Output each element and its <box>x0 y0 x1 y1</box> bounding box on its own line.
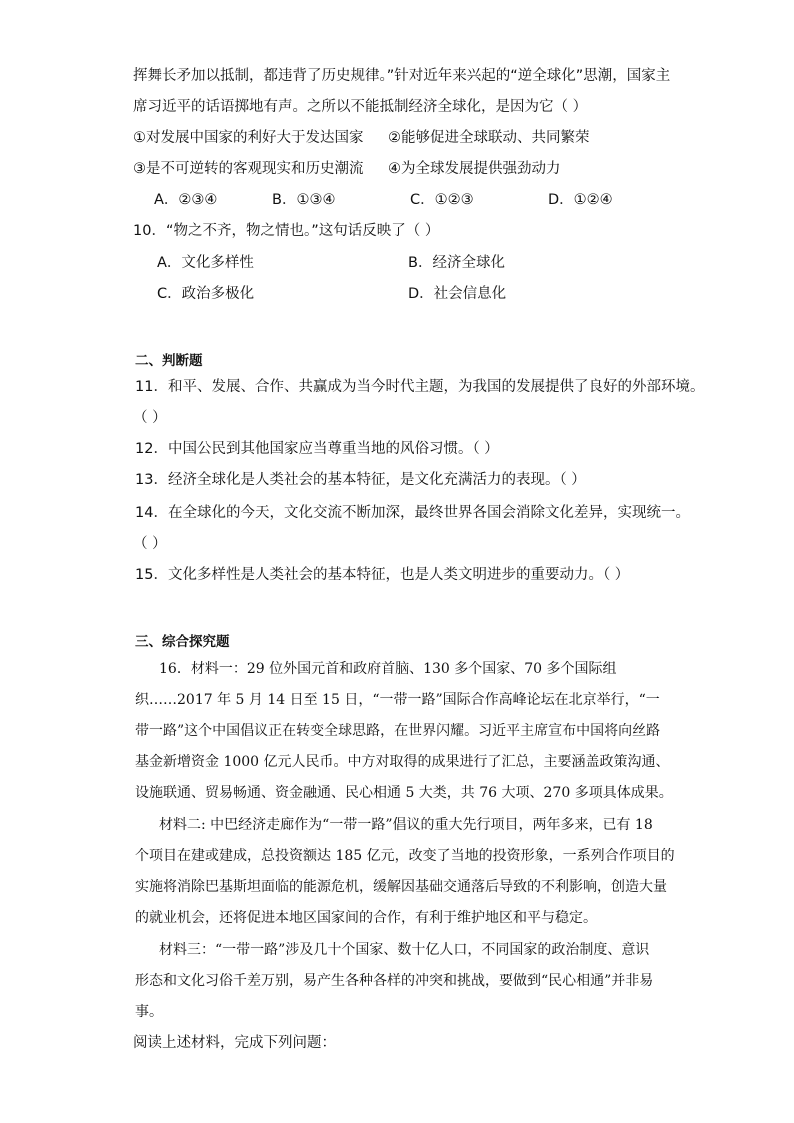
q9-statement-3: ③是不可逆转的客观现实和历史潮流 <box>133 161 364 177</box>
q9-option-b: B．①③④ <box>272 192 336 208</box>
q9-stem-line1: 挥舞长矛加以抵制，都违背了历史规律。”针对近年来兴起的“逆全球化”思潮，国家主 <box>133 68 671 84</box>
material-2-line: 材料二: 中巴经济走廊作为“一带一路”倡议的重大先行项目，两年多来，已有 18 <box>159 817 653 833</box>
q10-option-b: B．经济全球化 <box>408 255 505 271</box>
reading-instruction: 阅读上述材料，完成下列问题： <box>133 1035 336 1051</box>
q10-stem: 10．“物之不齐，物之情也。”这句话反映了（ ） <box>133 223 440 239</box>
q10-option-a: A．文化多样性 <box>157 255 254 271</box>
q11-line1: 11．和平、发展、合作、共赢成为当今时代主题，为我国的发展提供了良好的外部环境。 <box>135 379 705 395</box>
q10-option-d: D．社会信息化 <box>408 286 507 302</box>
material-2-line: 实施将消除巴基斯坦面临的能源危机，缓解因基础交通落后导致的不利影响，创造大量 <box>135 879 667 895</box>
material-1-line: 织……2017 年 5 月 14 日至 15 日，“一带一路”国际合作高峰论坛在北京举行，“一 <box>135 692 660 708</box>
material-3-line: 事。 <box>135 1004 163 1020</box>
material-1-line: 16．材料一：29 位外国元首和政府首脑、130 多个国家、70 多个国际组 <box>159 661 617 677</box>
q9-option-c: C．①②③ <box>410 192 474 208</box>
q9-stem-line2: 席习近平的话语掷地有声。之所以不能抵制经济全球化，是因为它（ ） <box>133 99 588 115</box>
material-2-line: 的就业机会，还将促进本地区国家间的合作，有利于维护地区和平与稳定。 <box>135 910 597 926</box>
q14-line1: 14．在全球化的今天，文化交流不断加深，最终世界各国会消除文化差异，实现统一。 <box>135 505 690 521</box>
q9-option-d: D．①②④ <box>548 192 613 208</box>
material-3-line: 形态和文化习俗千差万别，易产生各种各样的冲突和挑战，要做到“民心相通”并非易 <box>135 973 654 989</box>
q14-answer-bracket: （ ） <box>133 536 167 552</box>
q10-option-c: C．政治多极化 <box>157 286 255 302</box>
section-2-title: 二、判断题 <box>135 353 203 369</box>
q9-option-a: A．②③④ <box>154 192 218 208</box>
q11-answer-bracket: （ ） <box>133 410 167 426</box>
material-1-line: 设施联通、贸易畅通、资金融通、民心相通 5 大类，共 76 大项、270 多项具体成果。 <box>135 785 673 801</box>
material-2-line: 个项目在建或建成，总投资额达 185 亿元，改变了当地的投资形象，一系列合作项目的 <box>135 848 675 864</box>
material-1-line: 带一路”这个中国倡议正在转变全球思路，在世界闪耀。习近平主席宣布中国将向丝路 <box>135 723 661 739</box>
section-3-title: 三、综合探究题 <box>135 634 230 650</box>
q9-statement-1: ①对发展中国家的利好大于发达国家 <box>133 130 364 146</box>
material-3-line: 材料三：“一带一路”涉及几十个国家、数十亿人口，不同国家的政治制度、意识 <box>159 942 650 958</box>
q12: 12．中国公民到其他国家应当尊重当地的风俗习惯。（ ） <box>135 441 499 457</box>
q9-statement-2: ②能够促进全球联动、共同繁荣 <box>388 130 590 146</box>
q9-statement-4: ④为全球发展提供强劲动力 <box>388 161 561 177</box>
material-1-line: 基金新增资金 1000 亿元人民币。中方对取得的成果进行了汇总，主要涵盖政策沟通、 <box>135 754 670 770</box>
q15: 15．文化多样性是人类社会的基本特征，也是人类文明进步的重要动力。（ ） <box>135 567 630 583</box>
q13: 13．经济全球化是人类社会的基本特征，是文化充满活力的表现。（ ） <box>135 472 586 488</box>
